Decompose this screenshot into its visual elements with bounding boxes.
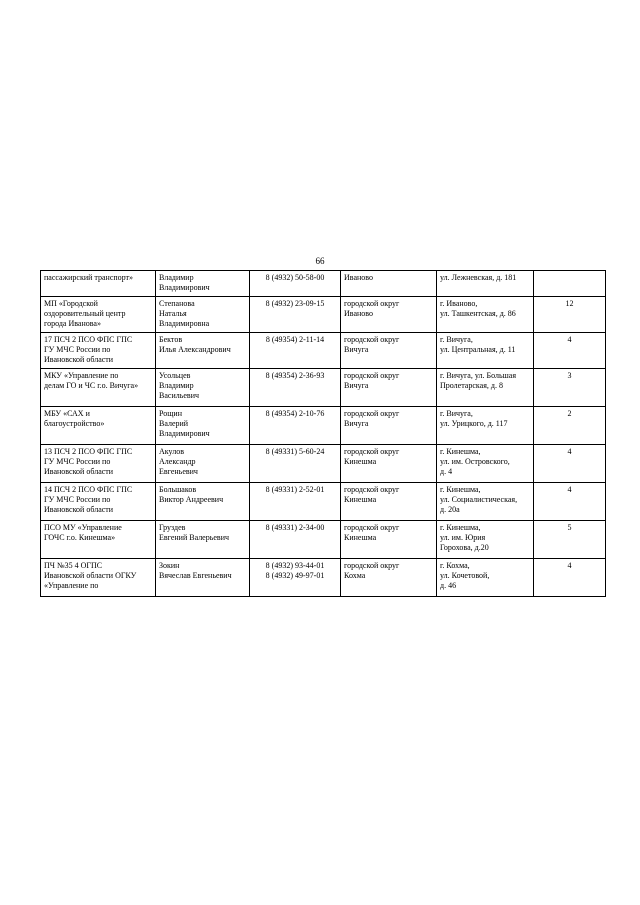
org-cell: 13 ПСЧ 2 ПСО ФПС ГПС ГУ МЧС России по Ивановской области [41, 445, 156, 483]
person-cell: Большаков Виктор Андреевич [156, 483, 250, 521]
phone-cell: 8 (49354) 2-36-93 [250, 369, 341, 407]
count-cell: 4 [534, 483, 606, 521]
district-cell: городской округ Кинешма [341, 483, 437, 521]
table-row [41, 271, 606, 297]
address-cell: г. Кинешма, ул. Социалистическая, д. 20а [437, 483, 534, 521]
district-cell: городской округ Вичуга [341, 333, 437, 369]
org-cell: ПЧ №35 4 ОГПС Ивановской области ОГКУ «Управление по [41, 559, 156, 597]
table-row [41, 407, 606, 445]
count-cell: 4 [534, 445, 606, 483]
address-cell: г. Кинешма, ул. им. Юрия Горохова, д.20 [437, 521, 534, 559]
count-cell: 5 [534, 521, 606, 559]
district-cell: Иваново [341, 271, 437, 297]
phone-cell: 8 (49354) 2-11-14 [250, 333, 341, 369]
address-cell: г. Кинешма, ул. им. Островского, д. 4 [437, 445, 534, 483]
count-cell: 4 [534, 333, 606, 369]
org-cell: 17 ПСЧ 2 ПСО ФПС ГПС ГУ МЧС России по Ивановской области [41, 333, 156, 369]
phone-cell: 8 (49331) 2-34-00 [250, 521, 341, 559]
district-cell: городской округ Вичуга [341, 369, 437, 407]
table-row [41, 369, 606, 407]
org-cell: МКУ «Управление по делам ГО и ЧС г.о. Вичуга» [41, 369, 156, 407]
table-row [41, 297, 606, 333]
district-cell: городской округ Иваново [341, 297, 437, 333]
table-row [41, 333, 606, 369]
person-cell: Акулов Александр Евгеньевич [156, 445, 250, 483]
person-cell: Владимир Владимирович [156, 271, 250, 297]
person-cell: Груздев Евгений Валерьевич [156, 521, 250, 559]
district-cell: городской округ Кохма [341, 559, 437, 597]
count-cell: 2 [534, 407, 606, 445]
address-cell: ул. Лежневская, д. 181 [437, 271, 534, 297]
org-cell: МБУ «САХ и благоустройство» [41, 407, 156, 445]
count-cell: 12 [534, 297, 606, 333]
person-cell: Степанова Наталья Владимировна [156, 297, 250, 333]
person-cell: Усольцев Владимир Васильевич [156, 369, 250, 407]
district-cell: городской округ Кинешма [341, 521, 437, 559]
phone-cell: 8 (4932) 50-58-00 [250, 271, 341, 297]
address-cell: г. Иваново, ул. Ташкентская, д. 86 [437, 297, 534, 333]
count-cell: 3 [534, 369, 606, 407]
table-row [41, 521, 606, 559]
org-cell: МП «Городской оздоровительный центр города Иванова» [41, 297, 156, 333]
phone-cell: 8 (4932) 23-09-15 [250, 297, 341, 333]
address-cell: г. Вичуга, ул. Урицкого, д. 117 [437, 407, 534, 445]
phone-cell: 8 (4932) 93-44-01 8 (4932) 49-97-01 [250, 559, 341, 597]
table-row [41, 483, 606, 521]
page-number: 66 [315, 256, 325, 266]
table-row [41, 559, 606, 597]
district-cell: городской округ Вичуга [341, 407, 437, 445]
count-cell [534, 271, 606, 297]
person-cell: Бектов Илья Александрович [156, 333, 250, 369]
person-cell: Зокин Вячеслав Евгеньевич [156, 559, 250, 597]
phone-cell: 8 (49331) 5-60-24 [250, 445, 341, 483]
address-cell: г. Кохма, ул. Кочетовой, д. 46 [437, 559, 534, 597]
address-cell: г. Вичуга, ул. Большая Пролетарская, д. 8 [437, 369, 534, 407]
contacts-table [40, 270, 606, 597]
district-cell: городской округ Кинешма [341, 445, 437, 483]
phone-cell: 8 (49331) 2-52-01 [250, 483, 341, 521]
person-cell: Рощин Валерий Владимирович [156, 407, 250, 445]
phone-cell: 8 (49354) 2-10-76 [250, 407, 341, 445]
org-cell: ПСО МУ «Управление ГОЧС г.о. Кинешма» [41, 521, 156, 559]
address-cell: г. Вичуга, ул. Центральная, д. 11 [437, 333, 534, 369]
org-cell: пассажирский транспорт» [41, 271, 156, 297]
count-cell: 4 [534, 559, 606, 597]
org-cell: 14 ПСЧ 2 ПСО ФПС ГПС ГУ МЧС России по Ивановской области [41, 483, 156, 521]
table-row [41, 445, 606, 483]
